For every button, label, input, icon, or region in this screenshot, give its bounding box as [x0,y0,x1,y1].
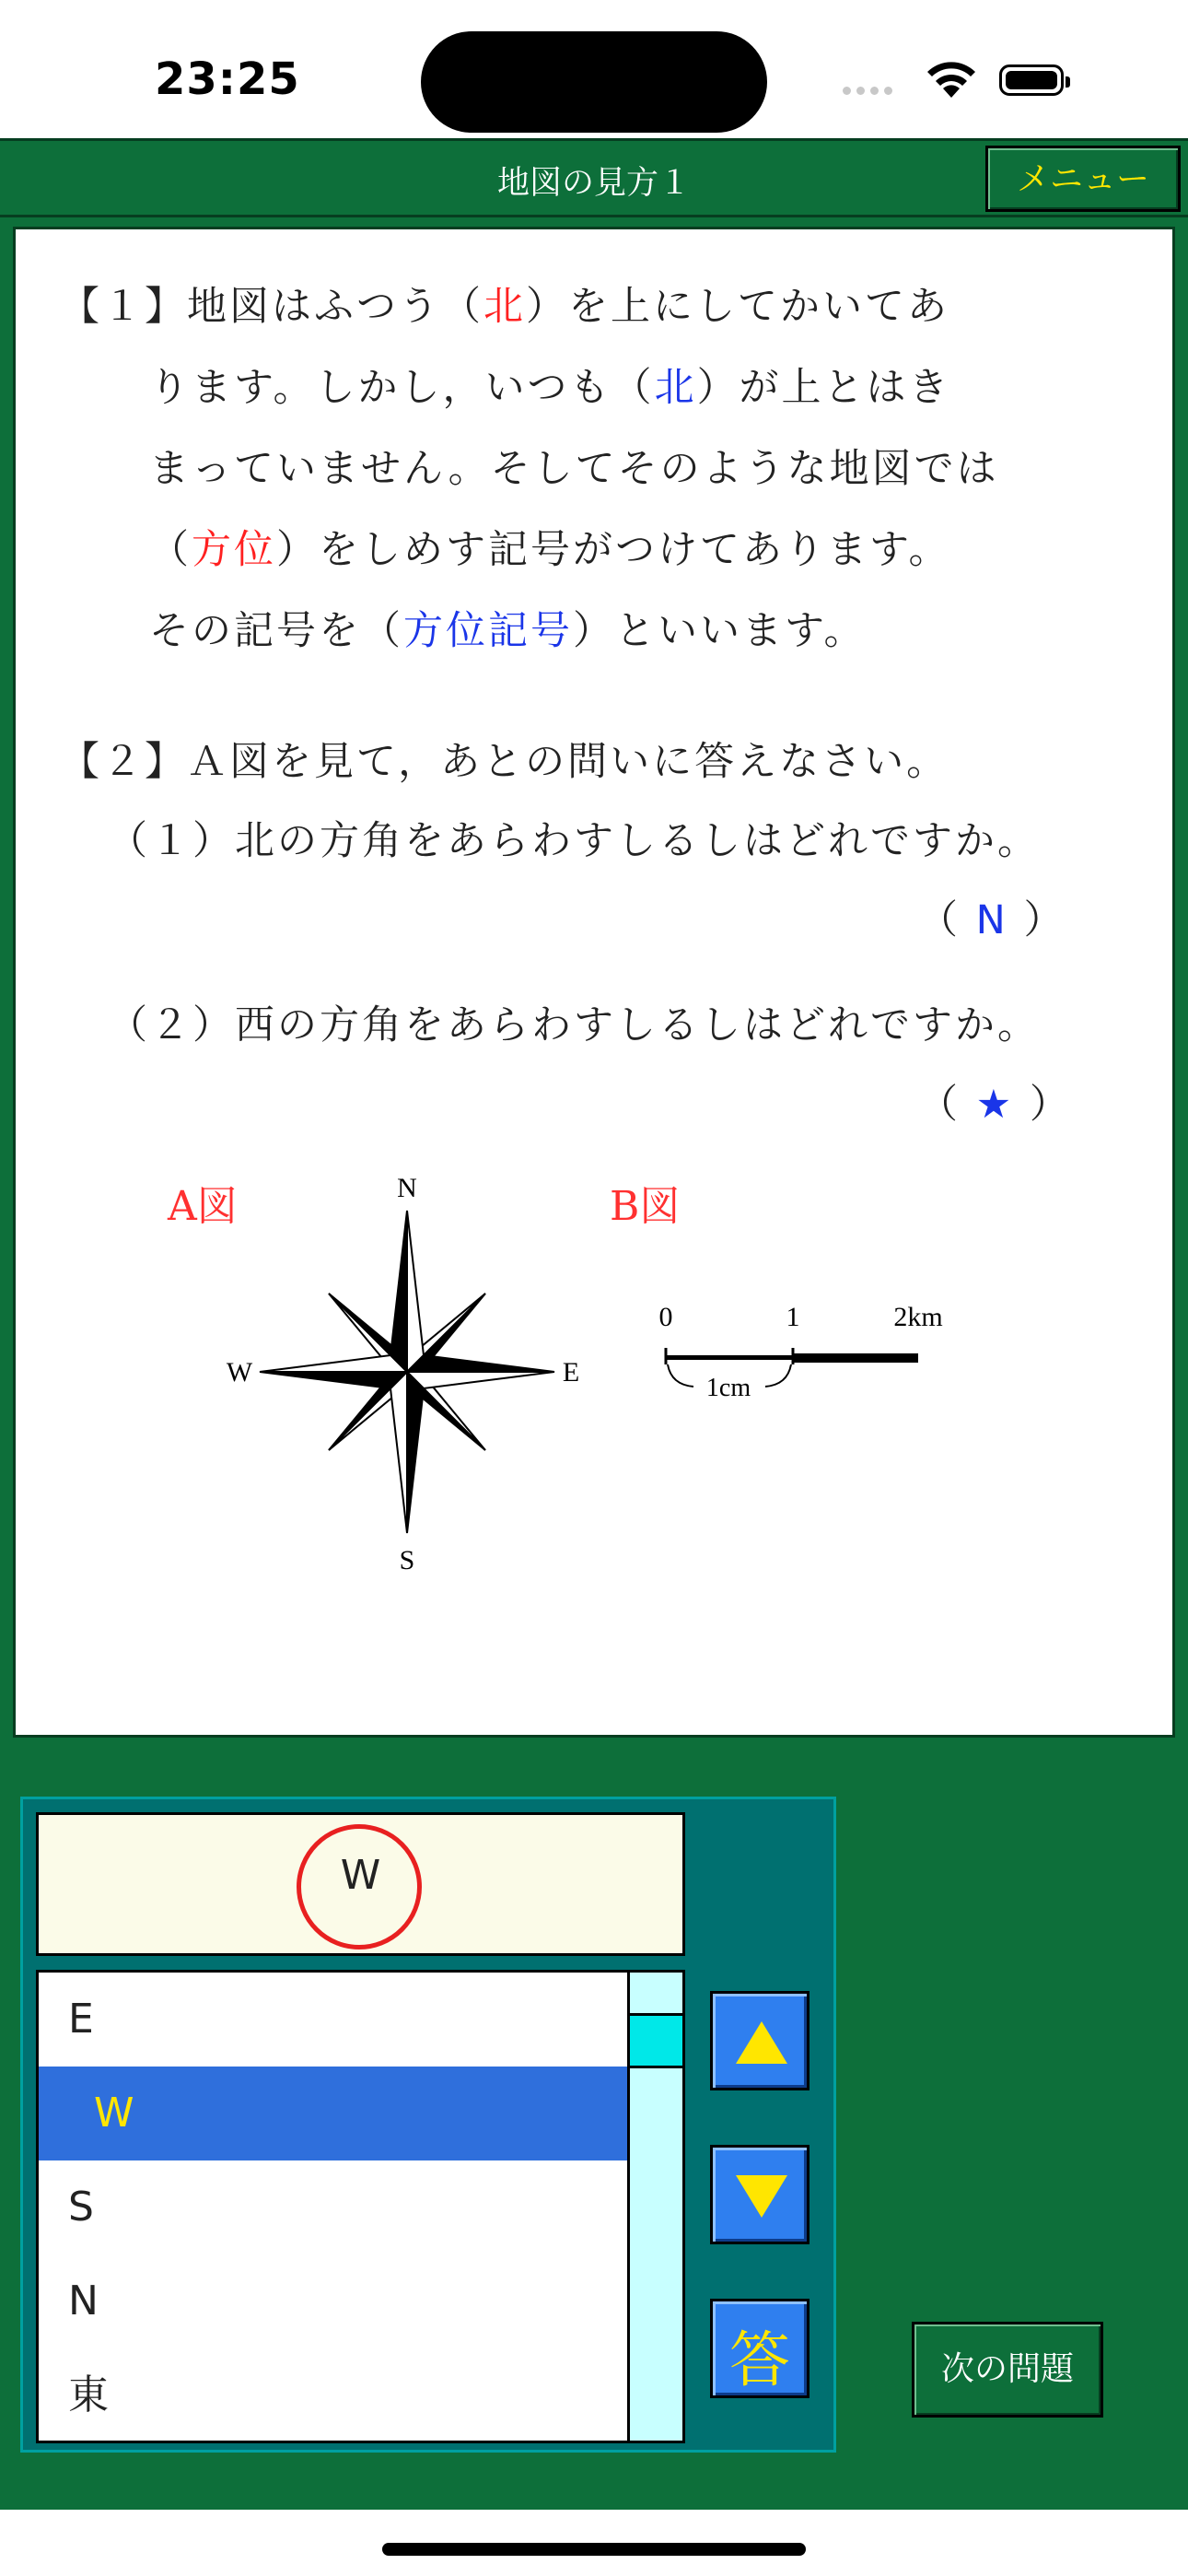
answer-panel [20,1797,836,2453]
arrow-down-icon [736,2175,787,2218]
home-bar [0,2510,1188,2576]
scale-bar-icon [651,1289,1001,1427]
compass-south-label: S [399,1545,415,1575]
app-window [0,138,1188,2510]
q1-line5: その記号を（方位記号）といいます。 [149,608,867,654]
figure-b-label: B図 [610,1183,681,1230]
scroll-down-button[interactable] [710,2145,809,2244]
compass-east-label: E [562,1357,580,1388]
list-scrollbar[interactable] [627,1973,682,2441]
scrollbar-thumb[interactable] [630,2013,682,2068]
figure-a-label: A図 [168,1183,238,1230]
answer-display [36,1812,685,1956]
compass-west-label: W [226,1357,253,1388]
q1-line1: 【１】地図はふつう（北）を上にしてかいてあ [60,284,949,330]
q1-answer-1: 北 [483,284,526,330]
status-time: 23:25 [155,53,300,105]
q1-answer-4: 方位記号 [403,608,573,654]
list-item-1[interactable]: W [39,2067,628,2160]
q2-sub1: （１）北の方角をあらわすしるしはどれですか。 [108,818,1040,864]
cellular-signal-icon [843,81,898,99]
q1-line4: （方位）をしめす記号がつけてあります。 [149,527,951,573]
home-indicator[interactable] [382,2543,806,2556]
q2-sub1-answer: （ N ） [918,897,1066,943]
compass-rose-icon [214,1169,600,1575]
list-item-0[interactable]: E [68,1996,94,2043]
q1-answer-2: 北 [654,365,697,411]
dynamic-island [421,31,767,133]
q2-sub2: （２）西の方角をあらわすしるしはどれですか。 [108,1002,1040,1048]
choice-list[interactable] [36,1970,685,2443]
answer-button[interactable]: 答 [710,2299,809,2398]
q1-line3: まっていません。そしてそのような地図では [149,446,999,492]
arrow-up-icon [736,2021,787,2064]
list-item-4[interactable]: 東 [68,2371,109,2418]
scale-tick-1: 1 [786,1302,800,1332]
wifi-icon [925,57,978,100]
list-item-3[interactable]: N [68,2277,99,2324]
q2-sub2-answer: （ ★ ） [918,1082,1072,1128]
compass-north-label: N [397,1173,417,1203]
selected-answer: W [340,1852,381,1899]
status-bar [0,0,1188,138]
scale-unit-label: 1cm [705,1374,751,1402]
scale-tick-2: 2km [893,1302,943,1332]
q1-answer-3: 方位 [192,527,276,573]
scroll-up-button[interactable] [710,1991,809,2090]
scale-tick-0: 0 [658,1302,673,1332]
q2-header: 【２】Ａ図を見て，あとの問いに答えなさい。 [60,739,949,785]
list-item-2[interactable]: S [68,2184,94,2231]
menu-button[interactable]: メニュー [985,146,1181,212]
title-bar [0,138,1188,217]
question-panel [13,227,1175,1738]
page-title: 地図の見方１ [496,165,691,202]
q1-line2: ります。しかし，いつも（北）が上とはき [149,365,951,411]
next-question-button[interactable]: 次の問題 [912,2322,1103,2418]
battery-icon [999,64,1064,96]
